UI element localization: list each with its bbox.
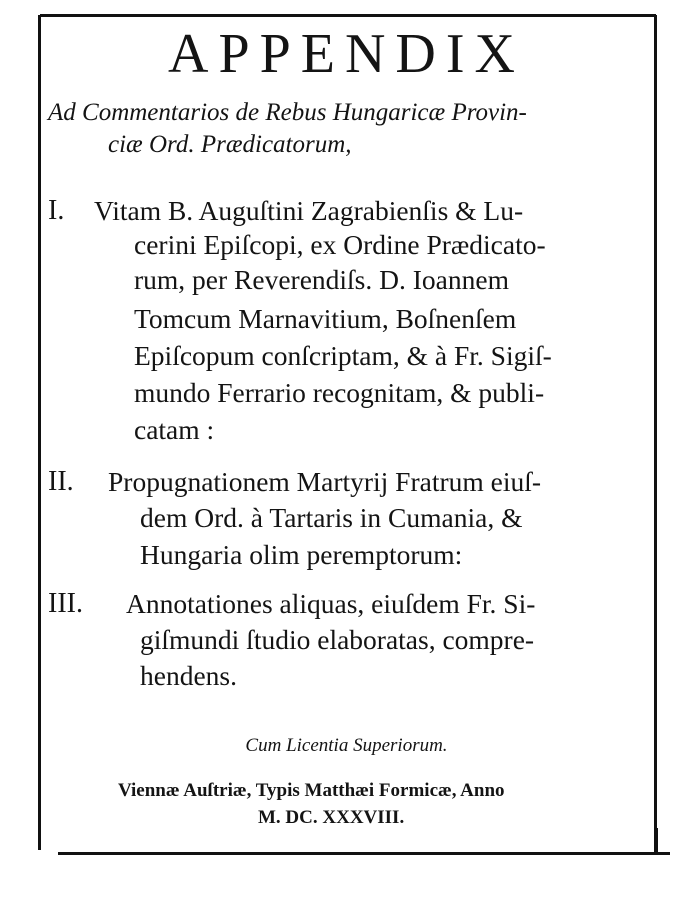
- section-1-line-6: mundo Ferrario recognitam, & publi-: [134, 377, 545, 408]
- frame-border-bottom: [58, 852, 670, 855]
- frame-border-corner: [655, 828, 658, 854]
- section-3-line-2: giſmundi ſtudio elaboratas, compre-: [140, 624, 535, 655]
- section-numeral-1: I.: [48, 195, 65, 226]
- section-1-line-1: Vitam B. Auguſtini Zagrabienſis & Lu-: [94, 195, 524, 226]
- section-3-line-1: Annotationes aliquas, eiuſdem Fr. Si-: [126, 588, 536, 619]
- frame-border-top: [40, 14, 656, 17]
- imprint-line-1: Viennæ Auſtriæ, Typis Matthæi Formicæ, Anno: [118, 780, 505, 801]
- frame-border-left: [38, 15, 41, 850]
- section-2-line-2: dem Ord. à Tartaris in Cumania, &: [140, 502, 523, 533]
- page-title: APPENDIX: [168, 23, 525, 85]
- license-line: Cum Licentia Superiorum.: [245, 735, 448, 756]
- section-2-line-1: Propugnationem Martyrij Fratrum eiuſ-: [108, 466, 542, 497]
- section-1-line-7: catam :: [134, 414, 215, 445]
- section-3-line-3: hendens.: [140, 660, 237, 691]
- section-numeral-3: III.: [48, 588, 83, 619]
- section-2-line-3: Hungaria olim peremptorum:: [140, 539, 463, 570]
- section-1-line-3: rum, per Reverendiſs. D. Ioannem: [134, 264, 509, 295]
- imprint-line-2: M. DC. XXXVIII.: [258, 807, 405, 828]
- section-1-line-5: Epiſcopum conſcriptam, & à Fr. Sigiſ-: [134, 340, 552, 371]
- frame-border-right: [654, 15, 657, 855]
- section-1-line-4: Tomcum Marnavitium, Boſnenſem: [134, 303, 517, 334]
- section-numeral-2: II.: [48, 466, 74, 497]
- section-1-line-2: cerini Epiſcopi, ex Ordine Prædicato-: [134, 229, 546, 260]
- subtitle-line-1: Ad Commentarios de Rebus Hungaricæ Provin-: [48, 99, 527, 126]
- subtitle-line-2: ciæ Ord. Prædicatorum,: [108, 131, 352, 158]
